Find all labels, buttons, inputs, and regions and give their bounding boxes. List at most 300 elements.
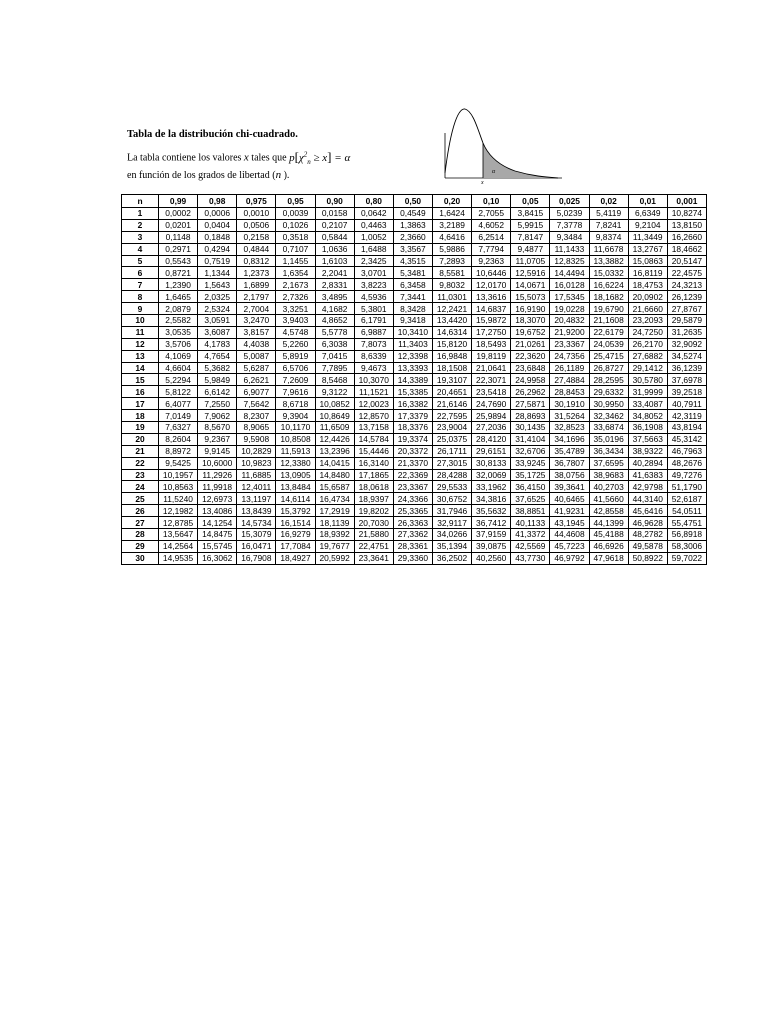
critical-value-cell: 8,3428 [393,303,432,315]
critical-value-cell: 8,5581 [432,267,471,279]
column-header-n: n [122,195,159,208]
critical-value-cell: 14,4494 [550,267,589,279]
critical-value-cell: 0,4294 [198,243,237,255]
critical-value-cell: 0,2158 [237,231,276,243]
critical-value-cell: 6,6349 [628,208,667,220]
critical-value-cell: 35,4789 [550,445,589,457]
critical-value-cell: 49,5878 [628,540,667,552]
formula-equals-alpha: = α [334,151,351,164]
critical-value-cell: 10,6000 [198,457,237,469]
critical-value-cell: 22,3369 [393,469,432,481]
critical-value-cell: 6,9887 [354,326,393,338]
critical-value-cell: 8,2604 [159,433,198,445]
critical-value-cell: 26,1189 [550,362,589,374]
table-row [122,279,707,291]
table-row [122,493,707,505]
critical-value-cell: 9,2367 [198,433,237,445]
critical-value-cell: 1,1344 [198,267,237,279]
critical-value-cell: 13,4420 [432,315,471,327]
critical-value-cell: 5,9915 [511,219,550,231]
critical-value-cell: 4,3515 [393,255,432,267]
document-title: Tabla de la distribución chi-cuadrado. [127,129,298,140]
probability-formula [289,148,351,166]
critical-value-cell: 34,0266 [432,529,471,541]
table-row [122,350,707,362]
table-row [122,410,707,422]
critical-value-cell: 22,3071 [472,374,511,386]
critical-value-cell: 16,8119 [628,267,667,279]
critical-value-cell: 44,1399 [589,517,628,529]
critical-value-cell: 34,3816 [472,493,511,505]
critical-value-cell: 18,3070 [511,315,550,327]
critical-value-cell: 0,4463 [354,219,393,231]
critical-value-cell: 5,0087 [237,350,276,362]
critical-value-cell: 40,2703 [589,481,628,493]
chi-square-table [121,194,707,565]
critical-value-cell: 21,0261 [511,338,550,350]
critical-value-cell: 2,7004 [237,303,276,315]
critical-value-cell: 18,4927 [276,552,315,564]
critical-value-cell: 4,1783 [198,338,237,350]
critical-value-cell: 19,3374 [393,433,432,445]
degrees-of-freedom-cell: 10 [122,315,159,327]
critical-value-cell: 43,8194 [667,422,706,434]
critical-value-cell: 11,5240 [159,493,198,505]
figure-alpha-label: α [492,169,496,175]
critical-value-cell: 17,3379 [393,410,432,422]
critical-value-cell: 0,3518 [276,231,315,243]
critical-value-cell: 6,2621 [237,374,276,386]
table-row [122,517,707,529]
table-row [122,255,707,267]
degrees-of-freedom-cell: 23 [122,469,159,481]
critical-value-cell: 14,6114 [276,493,315,505]
critical-value-cell: 5,3481 [393,267,432,279]
critical-value-cell: 27,5871 [511,398,550,410]
critical-value-cell: 36,3434 [589,445,628,457]
degrees-of-freedom-cell: 22 [122,457,159,469]
critical-value-cell: 20,4832 [550,315,589,327]
critical-value-cell: 18,5493 [472,338,511,350]
critical-value-cell: 21,1608 [589,315,628,327]
critical-value-cell: 20,7030 [354,517,393,529]
degrees-of-freedom-cell: 11 [122,326,159,338]
variable-x: x [243,151,249,164]
critical-value-cell: 44,3140 [628,493,667,505]
critical-value-cell: 51,1790 [667,481,706,493]
critical-value-cell: 30,9950 [589,398,628,410]
critical-value-cell: 14,8475 [198,529,237,541]
table-row [122,481,707,493]
critical-value-cell: 10,1170 [276,422,315,434]
critical-value-cell: 14,0671 [511,279,550,291]
critical-value-cell: 22,7595 [432,410,471,422]
critical-value-cell: 16,6224 [589,279,628,291]
critical-value-cell: 42,5569 [511,540,550,552]
critical-value-cell: 43,1945 [550,517,589,529]
description-prefix: La tabla contiene los valores [127,152,242,164]
critical-value-cell: 46,9792 [550,552,589,564]
critical-value-cell: 7,7794 [472,243,511,255]
critical-value-cell: 14,6314 [432,326,471,338]
critical-value-cell: 33,9245 [511,457,550,469]
critical-value-cell: 19,6790 [589,303,628,315]
critical-value-cell: 17,5345 [550,291,589,303]
critical-value-cell: 16,4734 [315,493,354,505]
critical-value-cell: 32,3462 [589,410,628,422]
critical-value-cell: 35,0196 [589,433,628,445]
table-row [122,291,707,303]
critical-value-cell: 10,8274 [667,208,706,220]
column-header-probability: 0,01 [628,195,667,208]
critical-value-cell: 4,4038 [237,338,276,350]
critical-value-cell: 0,0006 [198,208,237,220]
critical-value-cell: 31,5264 [550,410,589,422]
critical-value-cell: 34,5274 [667,350,706,362]
critical-value-cell: 1,6354 [276,267,315,279]
critical-value-cell: 0,5543 [159,255,198,267]
degrees-of-freedom-cell: 17 [122,398,159,410]
critical-value-cell: 16,1514 [276,517,315,529]
critical-value-cell: 36,7807 [550,457,589,469]
formula-subscript: n [307,157,311,166]
column-header-probability: 0,02 [589,195,628,208]
table-row [122,398,707,410]
critical-value-cell: 23,9004 [432,422,471,434]
critical-value-cell: 7,2609 [276,374,315,386]
critical-value-cell: 15,3385 [393,386,432,398]
degrees-of-freedom-cell: 24 [122,481,159,493]
critical-value-cell: 58,3006 [667,540,706,552]
table-row [122,208,707,220]
critical-value-cell: 12,0023 [354,398,393,410]
critical-value-cell: 24,0539 [589,338,628,350]
critical-value-cell: 12,5916 [511,267,550,279]
critical-value-cell: 9,3904 [276,410,315,422]
critical-value-cell: 16,0471 [237,540,276,552]
critical-value-cell: 15,8120 [432,338,471,350]
critical-value-cell: 14,2564 [159,540,198,552]
critical-value-cell: 10,2829 [237,445,276,457]
critical-value-cell: 18,1508 [432,362,471,374]
table-row [122,267,707,279]
critical-value-cell: 13,8439 [237,505,276,517]
critical-value-cell: 48,2676 [667,457,706,469]
critical-value-cell: 5,2294 [159,374,198,386]
critical-value-cell: 5,6287 [237,362,276,374]
critical-value-cell: 42,9798 [628,481,667,493]
critical-value-cell: 4,1069 [159,350,198,362]
column-header-probability: 0,05 [511,195,550,208]
critical-value-cell: 13,3393 [393,362,432,374]
critical-value-cell: 7,5642 [237,398,276,410]
critical-value-cell: 9,3418 [393,315,432,327]
critical-value-cell: 41,6383 [628,469,667,481]
critical-value-cell: 32,6706 [511,445,550,457]
critical-value-cell: 30,1435 [511,422,550,434]
critical-value-cell: 11,3449 [628,231,667,243]
degrees-of-freedom-cell: 21 [122,445,159,457]
critical-value-cell: 19,0228 [550,303,589,315]
critical-value-cell: 18,4753 [628,279,667,291]
critical-value-cell: 31,4104 [511,433,550,445]
critical-value-cell: 31,9999 [628,386,667,398]
critical-value-cell: 32,9092 [667,338,706,350]
table-row [122,231,707,243]
critical-value-cell: 10,6446 [472,267,511,279]
critical-value-cell: 27,8767 [667,303,706,315]
formula-open-bracket: [ [294,148,299,164]
degrees-of-freedom-cell: 13 [122,350,159,362]
critical-value-cell: 37,9159 [472,529,511,541]
critical-value-cell: 46,7963 [667,445,706,457]
critical-value-cell: 59,7022 [667,552,706,564]
header-block [127,128,457,182]
critical-value-cell: 12,6973 [198,493,237,505]
critical-value-cell: 31,2635 [667,326,706,338]
degrees-of-freedom-cell: 4 [122,243,159,255]
critical-value-cell: 11,3403 [393,338,432,350]
column-header-probability: 0,001 [667,195,706,208]
critical-value-cell: 55,4751 [667,517,706,529]
critical-value-cell: 13,2396 [315,445,354,457]
critical-value-cell: 26,1711 [432,445,471,457]
critical-value-cell: 27,6882 [628,350,667,362]
critical-value-cell: 1,0636 [315,243,354,255]
chi-square-density-figure [440,103,565,185]
formula-close-bracket: ] [327,148,332,164]
degrees-of-freedom-cell: 27 [122,517,159,529]
degrees-of-freedom-cell: 30 [122,552,159,564]
critical-value-cell: 19,3107 [432,374,471,386]
critical-value-cell: 9,3122 [315,386,354,398]
critical-value-cell: 39,2518 [667,386,706,398]
column-header-probability: 0,50 [393,195,432,208]
table-row [122,469,707,481]
critical-value-cell: 14,0415 [315,457,354,469]
critical-value-cell: 33,1962 [472,481,511,493]
description-line-2-end: ). [283,169,290,181]
critical-value-cell: 1,6103 [315,255,354,267]
table-row [122,529,707,541]
critical-value-cell: 18,1682 [589,291,628,303]
critical-value-cell: 12,8785 [159,517,198,529]
degrees-of-freedom-cell: 8 [122,291,159,303]
critical-value-cell: 21,6146 [432,398,471,410]
critical-value-cell: 13,3882 [589,255,628,267]
critical-value-cell: 37,6595 [589,457,628,469]
critical-value-cell: 4,6416 [432,231,471,243]
critical-value-cell: 23,5418 [472,386,511,398]
table-row [122,386,707,398]
critical-value-cell: 29,6151 [472,445,511,457]
degrees-of-freedom-cell: 15 [122,374,159,386]
critical-value-cell: 2,8331 [315,279,354,291]
critical-value-cell: 2,7055 [472,208,511,220]
critical-value-cell: 32,0069 [472,469,511,481]
critical-value-cell: 23,6848 [511,362,550,374]
critical-value-cell: 19,8119 [472,350,511,362]
critical-value-cell: 16,3062 [198,552,237,564]
column-header-probability: 0,98 [198,195,237,208]
critical-value-cell: 0,8721 [159,267,198,279]
critical-value-cell: 28,4288 [432,469,471,481]
critical-value-cell: 16,9190 [511,303,550,315]
critical-value-cell: 34,1696 [550,433,589,445]
table-header [122,195,707,208]
critical-value-cell: 8,5468 [315,374,354,386]
critical-value-cell: 18,4662 [667,243,706,255]
description-line-1 [127,148,457,169]
critical-value-cell: 26,8727 [589,362,628,374]
critical-value-cell: 17,7084 [276,540,315,552]
critical-value-cell: 22,6179 [589,326,628,338]
critical-value-cell: 9,5425 [159,457,198,469]
critical-value-cell: 2,5324 [198,303,237,315]
critical-value-cell: 12,0170 [472,279,511,291]
critical-value-cell: 23,2093 [628,315,667,327]
degrees-of-freedom-cell: 7 [122,279,159,291]
critical-value-cell: 0,0201 [159,219,198,231]
critical-value-cell: 3,2189 [432,219,471,231]
critical-value-cell: 40,7911 [667,398,706,410]
critical-value-cell: 19,6752 [511,326,550,338]
critical-value-cell: 14,9535 [159,552,198,564]
critical-value-cell: 0,0506 [237,219,276,231]
critical-value-cell: 31,7946 [432,505,471,517]
critical-value-cell: 29,6332 [589,386,628,398]
critical-value-cell: 15,6587 [315,481,354,493]
critical-value-cell: 24,3213 [667,279,706,291]
critical-value-cell: 17,2919 [315,505,354,517]
table-header-row [122,195,707,208]
critical-value-cell: 8,6718 [276,398,315,410]
critical-value-cell: 2,7326 [276,291,315,303]
critical-value-cell: 0,1148 [159,231,198,243]
critical-value-cell: 41,3372 [511,529,550,541]
critical-value-cell: 3,8415 [511,208,550,220]
critical-value-cell: 5,3682 [198,362,237,374]
column-header-probability: 0,99 [159,195,198,208]
critical-value-cell: 18,0618 [354,481,393,493]
critical-value-cell: 10,3410 [393,326,432,338]
degrees-of-freedom-cell: 29 [122,540,159,552]
critical-value-cell: 11,6678 [589,243,628,255]
formula-p: p [289,151,295,164]
critical-value-cell: 16,3382 [393,398,432,410]
figure-x-label: x [481,180,484,185]
critical-value-cell: 45,7223 [550,540,589,552]
critical-value-cell: 28,8693 [511,410,550,422]
critical-value-cell: 9,2104 [628,219,667,231]
critical-value-cell: 46,6926 [589,540,628,552]
critical-value-cell: 7,3778 [550,219,589,231]
formula-superscript: 2 [303,150,308,158]
critical-value-cell: 10,3070 [354,374,393,386]
critical-value-cell: 45,3142 [667,433,706,445]
critical-value-cell: 5,3801 [354,303,393,315]
critical-value-cell: 20,5147 [667,255,706,267]
critical-value-cell: 0,0039 [276,208,315,220]
critical-value-cell: 18,9397 [354,493,393,505]
critical-value-cell: 26,2170 [628,338,667,350]
critical-value-cell: 0,5844 [315,231,354,243]
critical-value-cell: 5,8919 [276,350,315,362]
critical-value-cell: 32,8523 [550,422,589,434]
degrees-of-freedom-cell: 2 [122,219,159,231]
critical-value-cell: 0,0002 [159,208,198,220]
critical-value-cell: 29,5533 [432,481,471,493]
critical-value-cell: 38,0756 [550,469,589,481]
critical-value-cell: 20,0902 [628,291,667,303]
critical-value-cell: 30,6752 [432,493,471,505]
critical-value-cell: 12,3398 [393,350,432,362]
critical-value-cell: 23,3367 [393,481,432,493]
critical-value-cell: 36,7412 [472,517,511,529]
column-header-probability: 0,975 [237,195,276,208]
critical-value-cell: 6,9077 [237,386,276,398]
critical-value-cell: 7,0415 [315,350,354,362]
formula-relation: ≥ x [313,151,328,164]
critical-value-cell: 38,9322 [628,445,667,457]
critical-value-cell: 3,5706 [159,338,198,350]
critical-value-cell: 1,0052 [354,231,393,243]
critical-value-cell: 14,8480 [315,469,354,481]
description-middle: tales que [251,152,287,164]
critical-value-cell: 0,7519 [198,255,237,267]
critical-value-cell: 40,2560 [472,552,511,564]
critical-value-cell: 25,3365 [393,505,432,517]
critical-value-cell: 21,6660 [628,303,667,315]
critical-value-cell: 13,2767 [628,243,667,255]
critical-value-cell: 13,1197 [237,493,276,505]
critical-value-cell: 7,6327 [159,422,198,434]
critical-value-cell: 11,0705 [511,255,550,267]
critical-value-cell: 13,8150 [667,219,706,231]
critical-value-cell: 8,2307 [237,410,276,422]
critical-value-cell: 22,4751 [354,540,393,552]
critical-value-cell: 5,9886 [432,243,471,255]
table-row [122,303,707,315]
critical-value-cell: 3,6087 [198,326,237,338]
critical-value-cell: 0,4844 [237,243,276,255]
critical-value-cell: 1,5643 [198,279,237,291]
degrees-of-freedom-cell: 26 [122,505,159,517]
critical-value-cell: 24,7356 [550,350,589,362]
critical-value-cell: 26,3363 [393,517,432,529]
critical-value-cell: 8,8972 [159,445,198,457]
table-row [122,422,707,434]
critical-value-cell: 3,0591 [198,315,237,327]
critical-value-cell: 4,6604 [159,362,198,374]
critical-value-cell: 0,4549 [393,208,432,220]
critical-value-cell: 0,0010 [237,208,276,220]
critical-value-cell: 4,1682 [315,303,354,315]
critical-value-cell: 11,0301 [432,291,471,303]
degrees-of-freedom-cell: 1 [122,208,159,220]
critical-value-cell: 30,8133 [472,457,511,469]
critical-value-cell: 10,8563 [159,481,198,493]
critical-value-cell: 6,3038 [315,338,354,350]
critical-value-cell: 2,3660 [393,231,432,243]
critical-value-cell: 52,6187 [667,493,706,505]
critical-value-cell: 21,5880 [354,529,393,541]
critical-value-cell: 14,6837 [472,303,511,315]
critical-value-cell: 16,9279 [276,529,315,541]
critical-value-cell: 27,4884 [550,374,589,386]
critical-value-cell: 38,8851 [511,505,550,517]
critical-value-cell: 3,3567 [393,243,432,255]
